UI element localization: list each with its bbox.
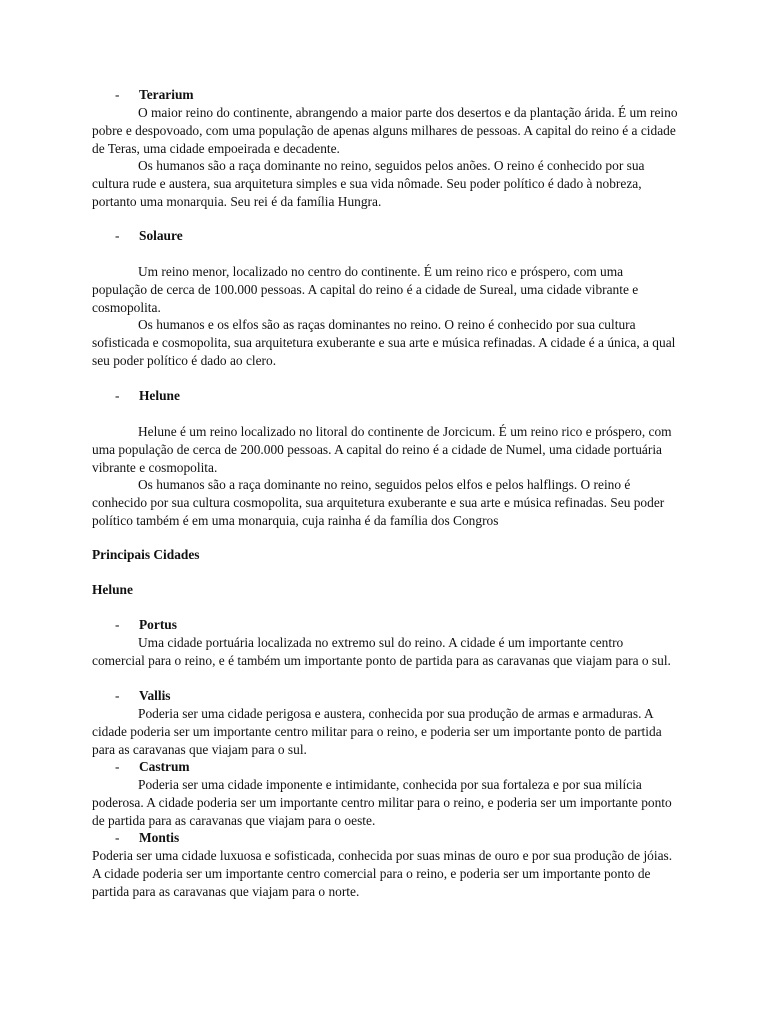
kingdom-name: Solaure [139,228,183,243]
kingdom-name: Helune [139,388,180,403]
list-bullet: - [115,87,120,102]
list-bullet: - [115,830,120,845]
region-title: Helune [92,582,133,597]
paragraph: Os humanos são a raça dominante no reino, seguidos pelos elfos e pelos halflings. O reino é conhecido por sua cultura cosmopolita, sua arquitetura exuberante e sua arte e música refinadas. Seu poder político também é em uma monarquia, cuja rainha é da família dos Congros [92,477,665,528]
list-bullet: - [115,759,120,774]
city-heading-castrum [115,758,190,776]
list-bullet: - [115,688,120,703]
list-bullet: - [115,228,120,243]
city-description-castrum [92,776,678,829]
kingdom-description-terarium [92,104,678,211]
city-heading-montis [115,829,179,847]
paragraph: Uma cidade portuária localizada no extremo sul do reino. A cidade é um importante centro comercial para o reino, e é também um importante ponto de partida para as caravanas que viajam para o sul. [92,635,671,668]
city-name: Montis [139,830,180,845]
kingdom-description-helune [92,423,678,530]
paragraph: Poderia ser uma cidade imponente e intimidante, conhecida por sua fortaleza e por sua milícia poderosa. A cidade poderia ser um importante centro militar para o reino, e poderia ser um importante ponto de partida para as caravanas que viajam para o oeste. [92,777,672,828]
paragraph: Poderia ser uma cidade luxuosa e sofisticada, conhecida por suas minas de ouro e por sua produção de jóias. A cidade poderia ser um importante centro comercial para o reino, e poderia ser um importante ponto de partida para as caravanas que viajam para o norte. [92,848,673,899]
paragraph: Helune é um reino localizado no litoral do continente de Jorcicum. É um reino rico e próspero, com uma população de cerca de 200.000 pessoas. A capital do reino é a cidade de Numel, uma cidade portuária vibrante e cosmopolita. [92,424,672,475]
city-description-vallis [92,705,678,758]
section-title: Principais Cidades [92,547,200,562]
kingdom-description-solaure [92,263,678,370]
city-heading-portus [115,616,177,634]
list-bullet: - [115,617,120,632]
kingdom-heading-helune [115,387,180,405]
kingdom-heading-solaure [115,227,183,245]
city-description-portus [92,634,678,670]
paragraph: Os humanos são a raça dominante no reino, seguidos pelos anões. O reino é conhecido por sua cultura rude e austera, sua arquitetura simples e sua vida nômade. Seu poder político é dado à nobreza, portanto uma monarquia. Seu rei é da família Hungra. [92,158,645,209]
paragraph: Os humanos e os elfos são as raças dominantes no reino. O reino é conhecido por sua cultura sofisticada e cosmopolita, sua arquitetura exuberante e sua arte e música refinadas. A cidade é a única, a qual seu poder político é dado ao clero. [92,317,676,368]
paragraph: Poderia ser uma cidade perigosa e austera, conhecida por sua produção de armas e armaduras. A cidade poderia ser um importante centro militar para o reino, e poderia ser um importante ponto de partida para as caravanas que viajam para o sul. [92,706,662,757]
kingdom-name: Terarium [139,87,194,102]
city-name: Vallis [139,688,171,703]
kingdom-heading-terarium [115,86,194,104]
paragraph: O maior reino do continente, abrangendo a maior parte dos desertos e da plantação árida. É um reino pobre e despovoado, com uma população de apenas alguns milhares de pessoas. A capital do reino é a cidade de Teras, uma cidade empoeirada e decadente. [92,105,678,156]
city-name: Portus [139,617,177,632]
city-name: Castrum [139,759,190,774]
list-bullet: - [115,388,120,403]
city-heading-vallis [115,687,171,705]
city-description-montis [92,847,678,900]
paragraph: Um reino menor, localizado no centro do continente. É um reino rico e próspero, com uma população de cerca de 100.000 pessoas. A capital do reino é a cidade de Sureal, uma cidade vibrante e cosmopolita. [92,264,639,315]
